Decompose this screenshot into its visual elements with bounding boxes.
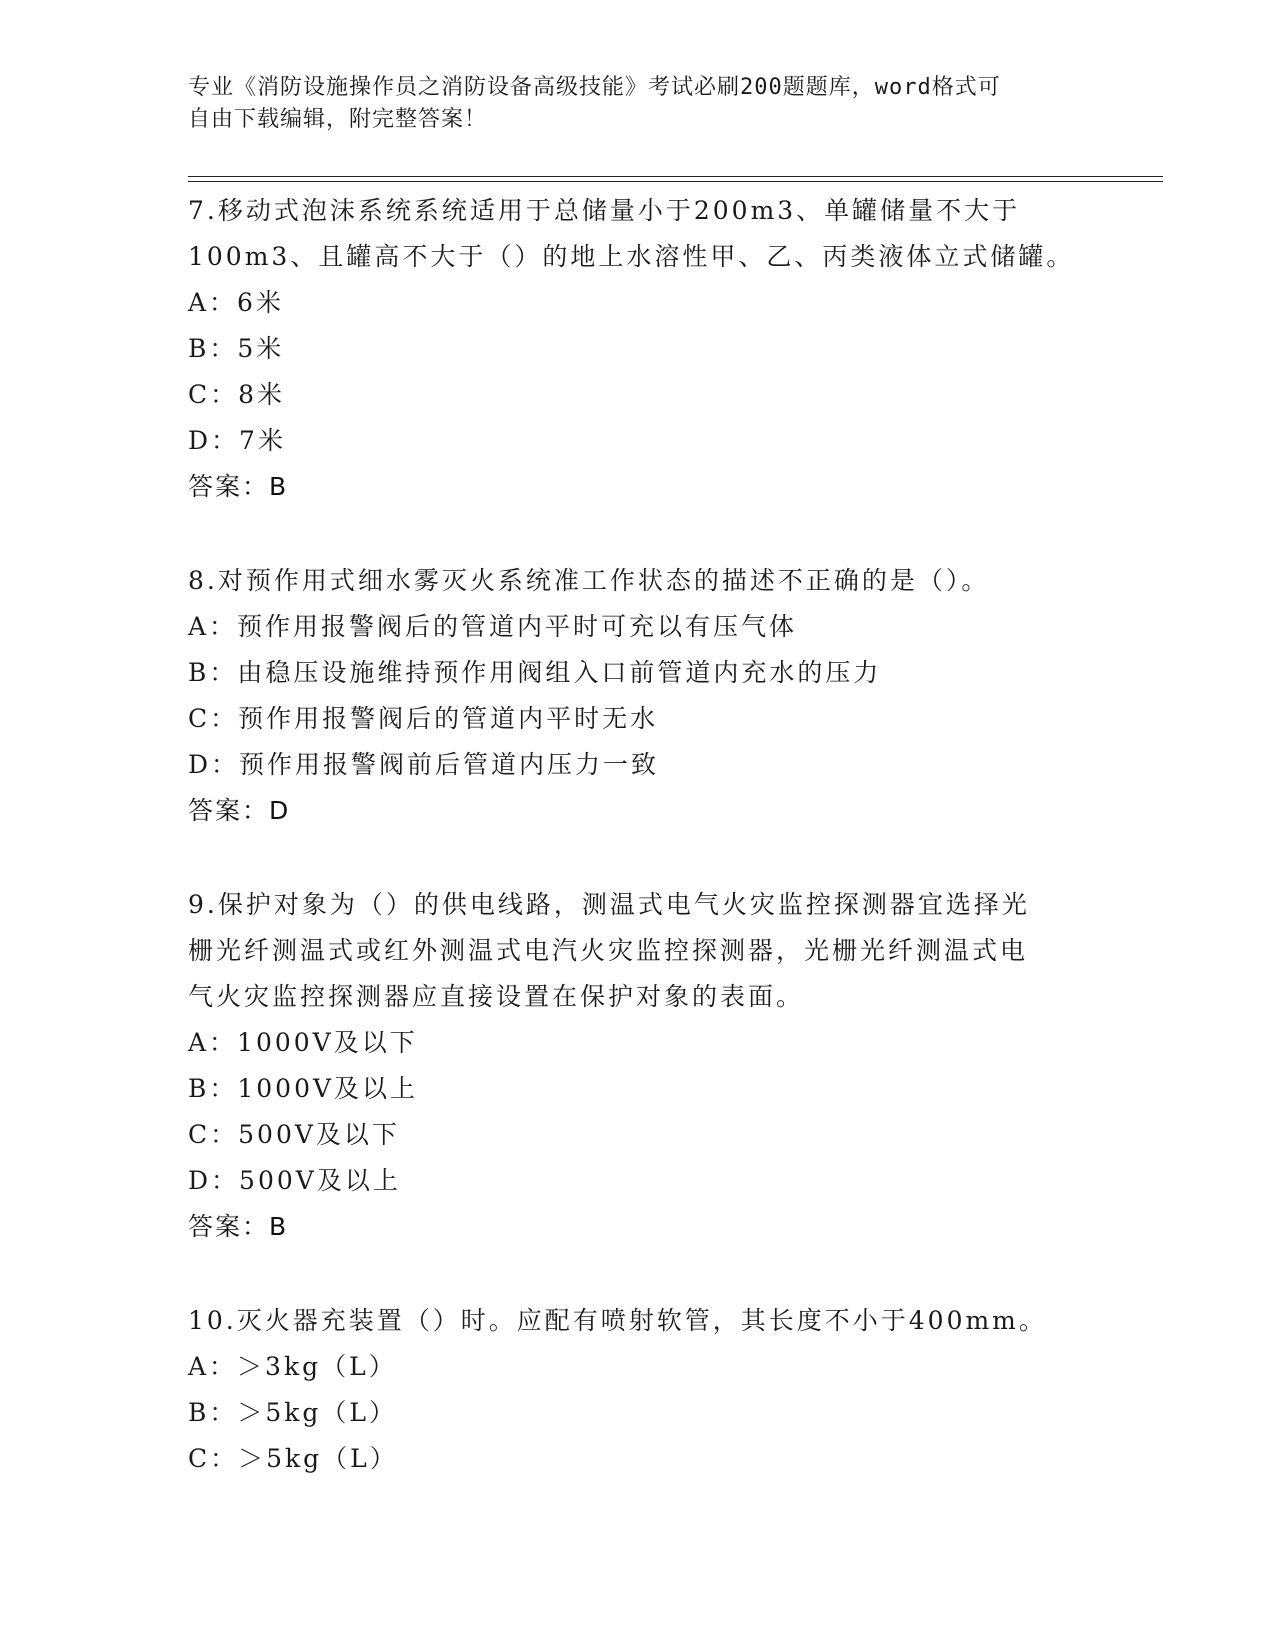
answer-line: 答案：B — [188, 1212, 289, 1241]
option-c: C：＞5kg（L） — [188, 1444, 398, 1473]
option-c: C：预作用报警阀后的管道内平时无水 — [188, 704, 659, 733]
question-stem-line: 100m3、且罐高不大于（）的地上水溶性甲、乙、丙类液体立式储罐。 — [188, 242, 1075, 271]
header-divider-top — [188, 176, 1163, 177]
question-stem-line: 10.灭火器充装置（）时。应配有喷射软管，其长度不小于400mm。 — [188, 1306, 1047, 1335]
question-spacer — [188, 510, 1088, 558]
question-stem-line: 气火灾监控探测器应直接设置在保护对象的表面。 — [188, 982, 805, 1011]
question-stem-line: 8.对预作用式细水雾灭火系统准工作状态的描述不正确的是（）。 — [188, 566, 990, 595]
option-b: B：＞5kg（L） — [188, 1398, 398, 1427]
option-a: A：预作用报警阀后的管道内平时可充以有压气体 — [188, 612, 798, 641]
header-line-2: 自由下载编辑，附完整答案！ — [188, 107, 488, 132]
option-d: D：7米 — [188, 426, 286, 455]
question-spacer — [188, 1250, 1088, 1298]
header-line-1: 专业《消防设施操作员之消防设备高级技能》考试必刷200题题库，word格式可 — [188, 75, 1001, 100]
header-divider-bottom — [188, 181, 1163, 182]
question-stem-line: 7.移动式泡沫系统系统适用于总储量小于200m3、单罐储量不大于 — [188, 196, 1021, 225]
answer-line: 答案：D — [188, 796, 291, 825]
question-stem-line: 9.保护对象为（）的供电线路，测温式电气火灾监控探测器宜选择光 — [188, 890, 1030, 919]
answer-line: 答案：B — [188, 472, 289, 501]
option-a: A：＞3kg（L） — [188, 1352, 397, 1381]
option-d: D：预作用报警阀前后管道内压力一致 — [188, 750, 660, 779]
question-8 — [188, 558, 1088, 834]
question-list — [188, 188, 1088, 1482]
option-d: D：500V及以上 — [188, 1166, 401, 1195]
question-spacer — [188, 834, 1088, 882]
option-a: A：1000V及以下 — [188, 1028, 418, 1057]
question-stem-line: 栅光纤测温式或红外测温式电汽火灾监控探测器，光栅光纤测温式电 — [188, 936, 1029, 965]
question-7 — [188, 188, 1088, 510]
question-9 — [188, 882, 1088, 1250]
option-b: B：5米 — [188, 334, 285, 363]
document-header — [188, 72, 1068, 136]
option-b: B：由稳压设施维持预作用阀组入口前管道内充水的压力 — [188, 658, 882, 687]
option-a: A：6米 — [188, 288, 284, 317]
option-c: C：500V及以下 — [188, 1120, 400, 1149]
option-b: B：1000V及以上 — [188, 1074, 419, 1103]
option-c: C：8米 — [188, 380, 286, 409]
question-10 — [188, 1298, 1088, 1482]
